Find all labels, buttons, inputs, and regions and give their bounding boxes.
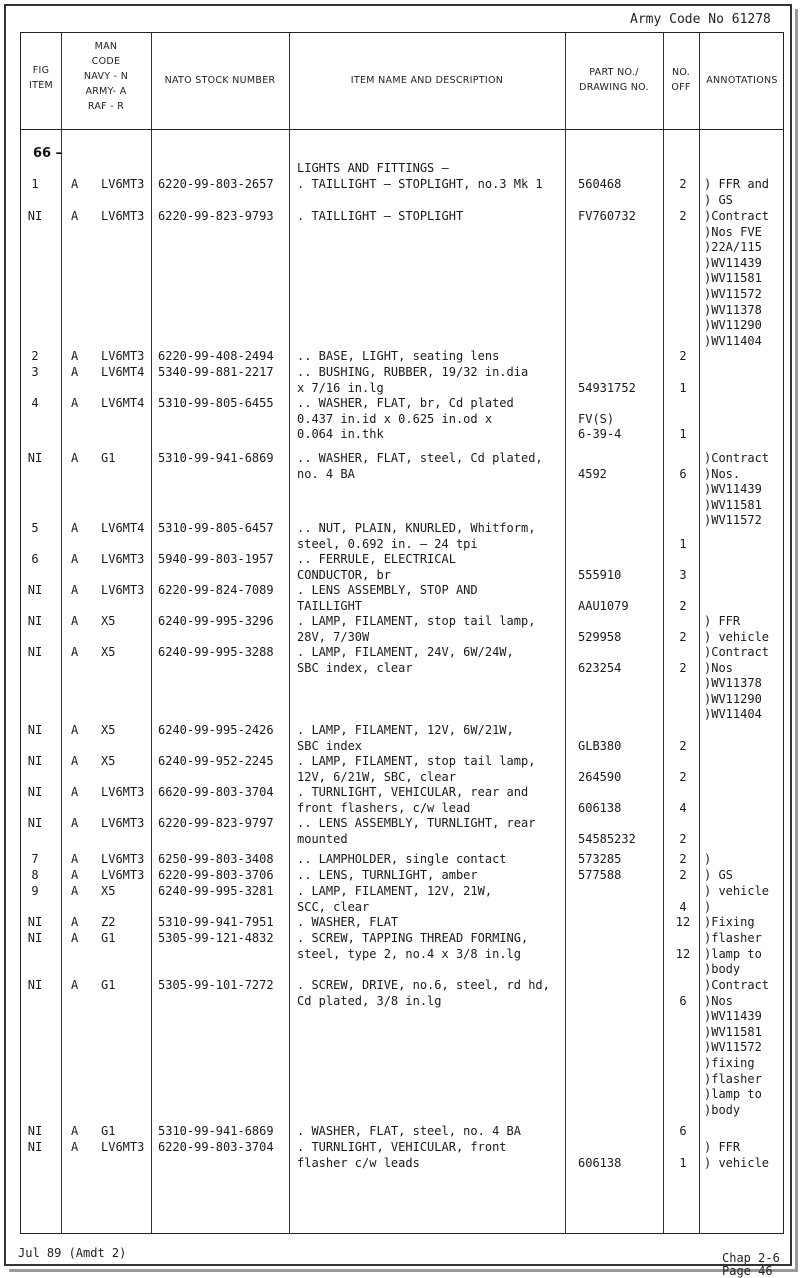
annotation: )WV11404 [704, 707, 762, 722]
fig-item: NI [27, 915, 43, 929]
man-code: A [71, 931, 79, 945]
nato-stock-number: 6620-99-803-3704 [158, 785, 274, 799]
annotation: ) vehicle [704, 629, 770, 644]
annotation: )WV11439 [704, 482, 762, 497]
nato-stock-number: 6240-99-995-3288 [158, 645, 274, 659]
item-description: .. FERRULE, ELECTRICAL [297, 552, 456, 566]
item-description: TAILLIGHT [297, 598, 363, 613]
fig-item: 7 [31, 852, 39, 866]
item-description: 28V, 7/30W [297, 629, 370, 644]
nato-stock-number: 5340-99-881-2217 [158, 365, 274, 379]
fig-item: 6 [31, 552, 39, 566]
man-code: A [71, 868, 79, 882]
quantity-off: 6 [679, 993, 687, 1008]
header-description: ITEM NAME AND DESCRIPTION [350, 75, 504, 86]
col-divider [151, 33, 152, 1233]
fig-item: NI [27, 1124, 43, 1138]
army-code: Army Code No 61278 [630, 12, 771, 27]
fig-item: 5 [31, 521, 39, 535]
fig-item: NI [27, 978, 43, 992]
item-code: LV6MT4 [101, 396, 145, 410]
item-description: steel, type 2, no.4 x 3/8 in.lg [297, 946, 521, 961]
item-code: G1 [101, 931, 116, 945]
man-code: A [71, 645, 79, 659]
item-description: . SCREW, DRIVE, no.6, steel, rd hd, [297, 978, 550, 992]
part-number: 529958 [578, 629, 622, 644]
man-code: A [71, 978, 79, 992]
fig-item: 8 [31, 868, 39, 882]
annotation: )Contract [704, 451, 770, 465]
quantity-off: 2 [679, 598, 687, 613]
item-description: . LAMP, FILAMENT, 12V, 21W, [297, 884, 493, 898]
quantity-off: 12 [675, 915, 691, 929]
part-number: 4592 [578, 466, 607, 481]
quantity-off: 6 [679, 466, 687, 481]
item-code: LV6MT3 [101, 816, 145, 830]
item-description: SBC index [297, 738, 363, 753]
item-code: LV6MT3 [101, 1140, 145, 1154]
item-description: no. 4 BA [297, 466, 355, 481]
quantity-off: 2 [679, 629, 687, 644]
annotation: )WV11439 [704, 255, 762, 270]
item-description: . LAMP, FILAMENT, 12V, 6W/21W, [297, 723, 514, 737]
fig-item: NI [27, 645, 43, 659]
part-number: 264590 [578, 769, 622, 784]
fig-item: NI [27, 209, 43, 223]
fig-item: NI [27, 614, 43, 628]
part-number: GLB380 [578, 738, 622, 753]
annotation: )flasher [704, 931, 762, 945]
nato-stock-number: 6220-99-824-7089 [158, 583, 274, 597]
item-code: LV6MT3 [101, 868, 145, 882]
man-code: A [71, 396, 79, 410]
item-description: SCC, clear [297, 899, 370, 914]
quantity-off: 1 [679, 380, 687, 395]
item-description: 0.437 in.id x 0.625 in.od x [297, 411, 493, 426]
item-code: X5 [101, 754, 116, 768]
item-description: . WASHER, FLAT, steel, no. 4 BA [297, 1124, 521, 1138]
quantity-off: 2 [679, 769, 687, 784]
quantity-off: 2 [679, 852, 687, 866]
nato-stock-number: 5305-99-101-7272 [158, 978, 274, 992]
item-description: steel, 0.692 in. – 24 tpi [297, 536, 478, 551]
header-fig-item: FIG ITEM [28, 65, 53, 91]
man-code: A [71, 816, 79, 830]
nato-stock-number: 6220-99-803-3706 [158, 868, 274, 882]
header-divider [21, 129, 783, 130]
item-code: LV6MT3 [101, 209, 145, 223]
item-code: X5 [101, 645, 116, 659]
item-description: Cd plated, 3/8 in.lg [297, 993, 442, 1008]
part-number: 623254 [578, 660, 622, 675]
item-description: . WASHER, FLAT [297, 915, 399, 929]
col-divider [663, 33, 664, 1233]
quantity-off: 4 [679, 800, 687, 815]
item-code: G1 [101, 978, 116, 992]
nato-stock-number: 6220-99-803-3704 [158, 1140, 274, 1154]
annotation: )WV11290 [704, 691, 762, 706]
item-description: .. WASHER, FLAT, br, Cd plated [297, 396, 514, 410]
item-code: X5 [101, 884, 116, 898]
annotation: )Nos FVE [704, 224, 762, 239]
quantity-off: 1 [679, 427, 687, 442]
part-number: FV760732 [578, 209, 636, 223]
nato-stock-number: 5310-99-941-7951 [158, 915, 274, 929]
nato-stock-number: 5310-99-805-6457 [158, 521, 274, 535]
item-description: . TAILLIGHT – STOPLIGHT, no.3 Mk 1 [297, 177, 543, 191]
annotation: ) vehicle [704, 884, 770, 898]
part-number: 577588 [578, 868, 622, 882]
man-code: A [71, 552, 79, 566]
annotation: )WV11290 [704, 318, 762, 333]
part-number: 560468 [578, 177, 622, 191]
annotation: )Nos [704, 660, 733, 675]
annotation: ) vehicle [704, 1155, 770, 1170]
footer-date: Jul 89 (Amdt 2) [18, 1246, 127, 1260]
part-number: 606138 [578, 1155, 622, 1170]
annotation: )lamp to [704, 946, 762, 961]
nato-stock-number: 6240-99-995-2426 [158, 723, 274, 737]
annotation: )WV11404 [704, 333, 762, 348]
header-annotations: ANNOTATIONS [706, 75, 778, 86]
quantity-off: 2 [679, 831, 687, 846]
quantity-off: 1 [679, 536, 687, 551]
fig-item: NI [27, 583, 43, 597]
item-description: .. LENS, TURNLIGHT, amber [297, 868, 478, 882]
man-code: A [71, 754, 79, 768]
fig-item: NI [27, 451, 43, 465]
nato-stock-number: 5940-99-803-1957 [158, 552, 274, 566]
header-no-off: NO. OFF [671, 67, 691, 93]
quantity-off: 6 [679, 1124, 687, 1138]
quantity-off: 2 [679, 349, 687, 363]
man-code: A [71, 177, 79, 191]
fig-item: NI [27, 931, 43, 945]
annotation: )WV11572 [704, 1040, 762, 1055]
fig-item: 3 [31, 365, 39, 379]
item-description: .. BUSHING, RUBBER, 19/32 in.dia [297, 365, 529, 379]
item-code: LV6MT3 [101, 349, 145, 363]
col-divider [289, 33, 290, 1233]
item-code: LV6MT3 [101, 177, 145, 191]
annotation: )WV11378 [704, 302, 762, 317]
annotation: )WV11581 [704, 1024, 762, 1039]
quantity-off: 2 [679, 177, 687, 191]
quantity-off: 2 [679, 209, 687, 223]
man-code: A [71, 852, 79, 866]
parts-table [20, 32, 784, 1234]
annotation: ) [704, 899, 712, 914]
item-description: . LAMP, FILAMENT, 24V, 6W/24W, [297, 645, 514, 659]
annotation: )WV11581 [704, 271, 762, 286]
item-description: front flashers, c/w lead [297, 800, 471, 815]
annotation: )body [704, 1102, 741, 1117]
item-code: X5 [101, 614, 116, 628]
item-description: . TURNLIGHT, VEHICULAR, front [297, 1140, 507, 1154]
part-number: 573285 [578, 852, 622, 866]
item-code: LV6MT3 [101, 583, 145, 597]
annotation: )Nos. [704, 466, 741, 481]
header-nsn: NATO STOCK NUMBER [164, 75, 276, 86]
annotation: ) [704, 852, 712, 866]
quantity-off: 3 [679, 567, 687, 582]
fig-item: NI [27, 754, 43, 768]
nato-stock-number: 6240-99-952-2245 [158, 754, 274, 768]
man-code: A [71, 349, 79, 363]
annotation: ) FFR [704, 614, 741, 628]
annotation: )Nos [704, 993, 733, 1008]
item-description: . TAILLIGHT – STOPLIGHT [297, 209, 464, 223]
annotation: )Contract [704, 645, 770, 659]
nato-stock-number: 6240-99-995-3281 [158, 884, 274, 898]
item-description: CONDUCTOR, br [297, 567, 391, 582]
nato-stock-number: 6220-99-823-9797 [158, 816, 274, 830]
quantity-off: 2 [679, 868, 687, 882]
item-description: mounted [297, 831, 348, 846]
man-code: A [71, 915, 79, 929]
item-description: . TURNLIGHT, VEHICULAR, rear and [297, 785, 529, 799]
annotation: )body [704, 962, 741, 977]
man-code: A [71, 521, 79, 535]
fig-item: NI [27, 723, 43, 737]
item-code: G1 [101, 1124, 116, 1138]
item-code: LV6MT3 [101, 785, 145, 799]
item-description: .. WASHER, FLAT, steel, Cd plated, [297, 451, 543, 465]
item-description: x 7/16 in.lg [297, 380, 384, 395]
annotation: ) FFR and [704, 177, 770, 191]
quantity-off: 4 [679, 899, 687, 914]
item-description: . LAMP, FILAMENT, stop tail lamp, [297, 614, 536, 628]
fig-item: NI [27, 1140, 43, 1154]
item-description: .. LENS ASSEMBLY, TURNLIGHT, rear [297, 816, 536, 830]
man-code: A [71, 209, 79, 223]
annotation: ) GS [704, 192, 733, 207]
nato-stock-number: 6250-99-803-3408 [158, 852, 274, 866]
annotation: ) FFR [704, 1140, 741, 1154]
item-description: .. LAMPHOLDER, single contact [297, 852, 507, 866]
footer-chapter-page: Chap 2-6 Page 46 [722, 1251, 780, 1278]
quantity-off: 2 [679, 738, 687, 753]
nato-stock-number: 5305-99-121-4832 [158, 931, 274, 945]
item-description: 12V, 6/21W, SBC, clear [297, 769, 456, 784]
annotation: )Contract [704, 209, 770, 223]
item-code: Z2 [101, 915, 116, 929]
item-description: 0.064 in.thk [297, 427, 384, 442]
part-number: FV(S) [578, 411, 615, 426]
annotation: )WV11572 [704, 287, 762, 301]
part-number: 6-39-4 [578, 427, 622, 442]
col-divider [565, 33, 566, 1233]
man-code: A [71, 583, 79, 597]
nato-stock-number: 6240-99-995-3296 [158, 614, 274, 628]
item-description: .. BASE, LIGHT, seating lens [297, 349, 500, 363]
item-description: flasher c/w leads [297, 1155, 420, 1170]
item-description: . LAMP, FILAMENT, stop tail lamp, [297, 754, 536, 768]
annotation: )WV11378 [704, 676, 762, 691]
part-number: AAU1079 [578, 598, 629, 613]
header-part-no: PART NO./ DRAWING NO. [579, 67, 649, 93]
part-number: 555910 [578, 567, 622, 582]
item-code: X5 [101, 723, 116, 737]
fig-item: NI [27, 816, 43, 830]
quantity-off: 12 [675, 946, 691, 961]
annotation: )WV11439 [704, 1009, 762, 1024]
nato-stock-number: 5310-99-941-6869 [158, 451, 274, 465]
man-code: A [71, 723, 79, 737]
man-code: A [71, 1140, 79, 1154]
man-code: A [71, 451, 79, 465]
annotation: )WV11572 [704, 513, 762, 528]
man-code: A [71, 1124, 79, 1138]
fig-item: 4 [31, 396, 39, 410]
fig-item: NI [27, 785, 43, 799]
item-description: .. NUT, PLAIN, KNURLED, Whitform, [297, 521, 536, 535]
annotation: )lamp to [704, 1087, 762, 1102]
nato-stock-number: 6220-99-803-2657 [158, 177, 274, 191]
col-divider [61, 33, 62, 1233]
header-man-code: MAN CODE NAVY - N ARMY- A RAF - R [83, 41, 129, 112]
annotation: )WV11581 [704, 497, 762, 512]
fig-item: 1 [31, 177, 39, 191]
fig-item: 2 [31, 349, 39, 363]
item-description: LIGHTS AND FITTINGS – [297, 161, 449, 175]
item-code: LV6MT3 [101, 852, 145, 866]
item-description: SBC index, clear [297, 660, 413, 675]
quantity-off: 2 [679, 660, 687, 675]
nato-stock-number: 5310-99-805-6455 [158, 396, 274, 410]
man-code: A [71, 614, 79, 628]
item-code: LV6MT4 [101, 521, 145, 535]
item-description: . LENS ASSEMBLY, STOP AND [297, 583, 478, 597]
annotation: )Fixing [704, 915, 755, 929]
part-number: 54931752 [578, 380, 636, 395]
item-description: . SCREW, TAPPING THREAD FORMING, [297, 931, 529, 945]
part-number: 606138 [578, 800, 622, 815]
annotation: )flasher [704, 1071, 762, 1086]
quantity-off: 1 [679, 1155, 687, 1170]
nato-stock-number: 5310-99-941-6869 [158, 1124, 274, 1138]
nato-stock-number: 6220-99-408-2494 [158, 349, 274, 363]
annotation: )fixing [704, 1056, 755, 1070]
item-code: LV6MT4 [101, 365, 145, 379]
item-code: LV6MT3 [101, 552, 145, 566]
annotation: ) GS [704, 868, 733, 882]
group-number: 66 – [33, 146, 63, 161]
man-code: A [71, 785, 79, 799]
part-number: 54585232 [578, 831, 636, 846]
man-code: A [71, 884, 79, 898]
annotation: )Contract [704, 978, 770, 992]
item-code: G1 [101, 451, 116, 465]
nato-stock-number: 6220-99-823-9793 [158, 209, 274, 223]
annotation: )22A/115 [704, 240, 762, 255]
man-code: A [71, 365, 79, 379]
fig-item: 9 [31, 884, 39, 898]
